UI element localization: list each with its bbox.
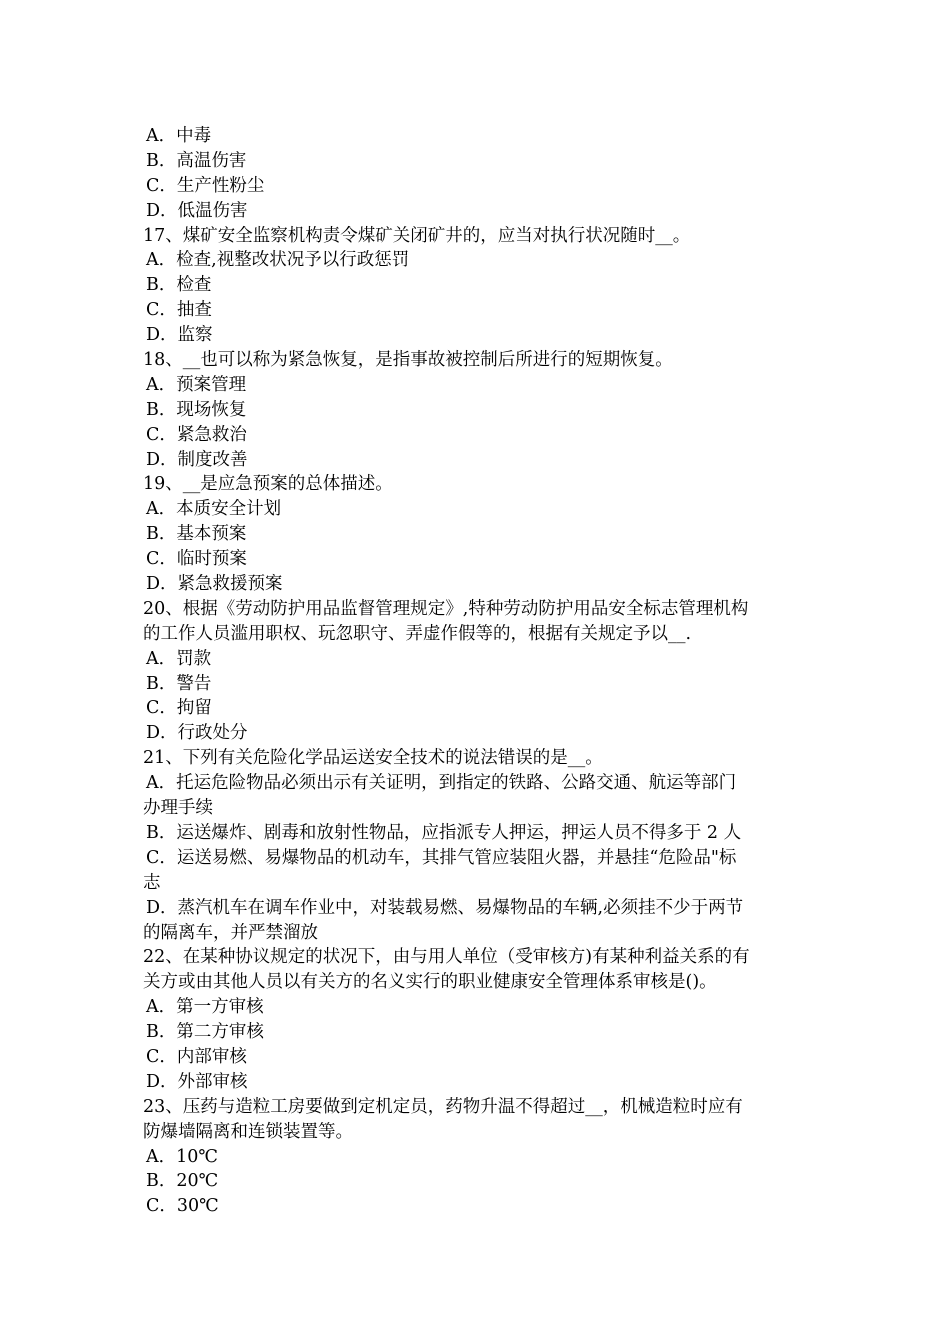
answer-option-line: A．检查,视整改状况予以行政惩罚 — [146, 250, 410, 271]
question-text-line: 18、__也可以称为紧急恢复，是指事故被控制后所进行的短期恢复。 — [143, 350, 673, 371]
answer-option-line: D．蒸汽机车在调车作业中，对装载易燃、易爆物品的车辆,必须挂不少于两节 — [146, 897, 744, 918]
answer-option-line: D．行政处分 — [146, 723, 248, 744]
question-text-line: 办理手续 — [143, 798, 213, 819]
answer-option-line: C．抽查 — [146, 300, 212, 321]
question-text-line: 19、__是应急预案的总体描述。 — [143, 474, 393, 495]
answer-option-line: D．制度改善 — [146, 449, 248, 470]
answer-option-line: A．本质安全计划 — [146, 499, 282, 520]
answer-option-line: A．中毒 — [146, 126, 212, 146]
answer-option-line: C．运送易燃、易爆物品的机动车，其排气管应装阻火器，并悬挂“危险品"标 — [146, 847, 737, 868]
question-text-line: 的工作人员滥用职权、玩忽职守、弄虚作假等的，根据有关规定予以__. — [143, 623, 692, 644]
answer-option-line: A．罚款 — [146, 648, 212, 669]
question-text-line: 23、压药与造粒工房要做到定机定员，药物升温不得超过__，机械造粒时应有 — [143, 1096, 743, 1117]
answer-option-line: B．检查 — [146, 275, 212, 296]
answer-option-line: C．临时预案 — [146, 549, 247, 570]
answer-option-line: C．生产性粉尘 — [146, 175, 265, 196]
answer-option-line: D．监察 — [146, 325, 213, 346]
answer-option-line: B．现场恢复 — [146, 399, 247, 420]
question-text-line: 21、下列有关危险化学品运送安全技术的说法错误的是__。 — [143, 748, 603, 769]
document-page — [143, 124, 815, 1219]
answer-option-line: B．20℃ — [146, 1171, 219, 1192]
answer-option-line: B．运送爆炸、剧毒和放射性物品，应指派专人押运，押运人员不得多于 2 人 — [146, 822, 742, 843]
answer-option-line: D．紧急救援预案 — [146, 574, 283, 595]
question-text-line: 的隔离车，并严禁溜放 — [143, 922, 318, 943]
answer-option-line: B．警告 — [146, 673, 212, 694]
answer-option-line: B．高温伤害 — [146, 150, 247, 171]
question-text-line: 防爆墙隔离和连锁装置等。 — [143, 1121, 353, 1142]
answer-option-line: A．10℃ — [146, 1146, 218, 1167]
answer-option-line: C．内部审核 — [146, 1046, 247, 1067]
answer-option-line: C．紧急救治 — [146, 424, 247, 445]
question-text-line: 17、煤矿安全监察机构责令煤矿关闭矿井的，应当对执行状况随时__。 — [143, 225, 691, 246]
answer-option-line: C．30℃ — [146, 1196, 219, 1217]
answer-option-line: A．第一方审核 — [146, 997, 264, 1018]
question-text-line: 20、根据《劳动防护用品监督管理规定》,特种劳动防护用品安全标志管理机构 — [143, 598, 749, 619]
question-text-line: 22、在某种协议规定的状况下，由与用人单位（受审核方)有某种利益关系的有 — [143, 947, 750, 968]
answer-option-line: C．拘留 — [146, 698, 212, 719]
answer-option-line: A．托运危险物品必须出示有关证明，到指定的铁路、公路交通、航运等部门 — [146, 773, 737, 794]
answer-option-line: B．第二方审核 — [146, 1022, 264, 1043]
answer-option-line: B．基本预案 — [146, 524, 247, 545]
answer-option-line: D．外部审核 — [146, 1071, 248, 1092]
answer-option-line: D．低温伤害 — [146, 200, 248, 221]
question-text-line: 志 — [143, 872, 161, 893]
answer-option-line: A．预案管理 — [146, 374, 247, 395]
question-text-line: 关方或由其他人员以有关方的名义实行的职业健康安全管理体系审核是()。 — [143, 972, 717, 993]
